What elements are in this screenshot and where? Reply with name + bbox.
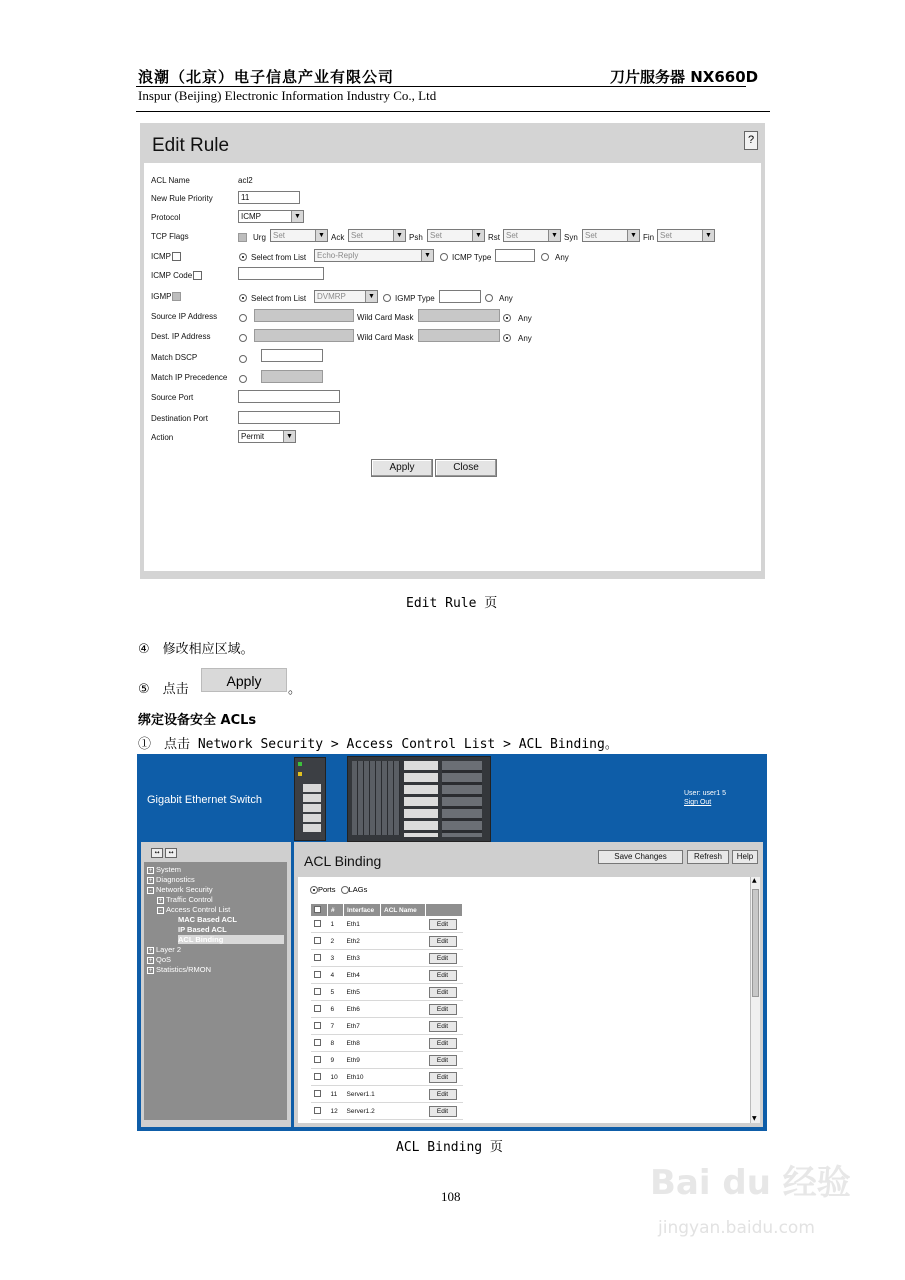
row-action xyxy=(426,1035,463,1052)
forward-icon[interactable]: ↔ xyxy=(165,848,177,858)
match-dscp-label: Match DSCP xyxy=(151,353,198,362)
dest-ip-radio[interactable] xyxy=(239,334,247,342)
save-changes-button[interactable]: Save Changes xyxy=(598,850,683,864)
row-interface: Eth8 xyxy=(344,1035,381,1052)
row-interface: Eth5 xyxy=(344,984,381,1001)
select-all-checkbox[interactable] xyxy=(314,906,321,913)
row-checkbox[interactable] xyxy=(314,1056,321,1063)
row-action xyxy=(426,950,463,967)
tcp-flags-label: TCP Flags xyxy=(151,232,189,241)
vertical-scrollbar[interactable] xyxy=(750,877,760,1123)
row-action xyxy=(426,916,463,933)
edit-button[interactable]: Edit xyxy=(429,1038,457,1049)
scrollbar-thumb[interactable] xyxy=(752,889,759,997)
flag-ack-select[interactable] xyxy=(348,229,406,242)
row-select xyxy=(311,1018,328,1035)
tree-item-mac-based-acl[interactable]: MAC Based ACL xyxy=(178,915,237,924)
flag-urg-select[interactable] xyxy=(270,229,328,242)
icmp-type-input[interactable] xyxy=(495,249,535,262)
row-action xyxy=(426,1086,463,1103)
tree-item-acl-binding[interactable]: ACL Binding xyxy=(178,935,284,944)
tree-item-ip-based-acl[interactable]: IP Based ACL xyxy=(178,925,227,934)
table-row xyxy=(311,1086,463,1103)
tree-item-qos[interactable] xyxy=(147,955,171,964)
igmp-select-from-list-label: Select from List xyxy=(251,294,307,303)
protocol-label: Protocol xyxy=(151,213,181,222)
tree-item-label: System xyxy=(156,865,182,874)
tcp-flags-checkbox[interactable] xyxy=(238,233,247,242)
row-checkbox[interactable] xyxy=(314,1005,321,1012)
source-port-input[interactable] xyxy=(238,390,340,403)
icmp-code-input[interactable] xyxy=(238,267,324,280)
caption-edit-rule: Edit Rule 页 xyxy=(406,596,498,611)
dest-wild-card-mask-input[interactable] xyxy=(418,329,500,342)
interface-type-selector xyxy=(310,885,367,894)
chevron-down-icon: ▼ xyxy=(393,230,405,241)
action-select[interactable] xyxy=(238,430,296,443)
header-company-cn: 浪潮（北京）电子信息产业有限公司 xyxy=(138,68,395,86)
source-ip-input[interactable] xyxy=(254,309,354,322)
scroll-down-icon[interactable]: ▼ xyxy=(752,1115,757,1122)
table-row xyxy=(311,916,463,933)
user-info xyxy=(684,789,726,807)
row-interface: Eth2 xyxy=(344,933,381,950)
row-acl-name xyxy=(381,1052,426,1069)
help-button[interactable]: Help xyxy=(732,850,758,864)
icmp-code-checkbox[interactable] xyxy=(193,271,202,280)
acl-binding-table xyxy=(311,904,463,1120)
user-label: User: user1 5 xyxy=(684,790,727,797)
edit-rule-title: Edit Rule xyxy=(152,135,230,156)
sidebar xyxy=(141,842,291,1127)
expand-icon: + xyxy=(148,957,153,964)
row-num: 7 xyxy=(328,1018,344,1035)
tree-item-label: Network Security xyxy=(156,885,213,894)
flag-syn-value: Set xyxy=(585,231,598,240)
table-row xyxy=(311,1018,463,1035)
dest-ip-label: Dest. IP Address xyxy=(151,332,211,341)
row-select xyxy=(311,1086,328,1103)
edit-button[interactable]: Edit xyxy=(429,987,457,998)
tree-item-network-security[interactable] xyxy=(147,885,213,894)
row-action xyxy=(426,1001,463,1018)
row-action xyxy=(426,1069,463,1086)
chevron-down-icon: ▼ xyxy=(291,211,303,222)
igmp-type-radio[interactable] xyxy=(383,294,391,302)
close-button[interactable]: Close xyxy=(435,459,497,477)
source-ip-any-label: Any xyxy=(518,314,532,323)
flag-syn-select[interactable] xyxy=(582,229,640,242)
row-checkbox[interactable] xyxy=(314,988,321,995)
icmp-label: ICMP xyxy=(151,252,171,261)
table-row xyxy=(311,1069,463,1086)
row-action xyxy=(426,984,463,1001)
flag-rst-value: Set xyxy=(506,231,519,240)
row-interface: Eth1 xyxy=(344,916,381,933)
col-edit xyxy=(426,904,463,916)
protocol-value: ICMP xyxy=(241,212,261,221)
row-select xyxy=(311,1069,328,1086)
igmp-select-from-list-radio[interactable] xyxy=(239,294,247,302)
lags-label: LAGs xyxy=(348,885,368,894)
source-ip-radio[interactable] xyxy=(239,314,247,322)
acl-name-value: acl2 xyxy=(238,176,253,185)
header-divider xyxy=(136,86,746,87)
source-wild-card-mask-input[interactable] xyxy=(418,309,500,322)
igmp-any-label: Any xyxy=(499,294,513,303)
edit-button[interactable]: Edit xyxy=(429,1089,457,1100)
match-ip-precedence-label: Match IP Precedence xyxy=(151,373,228,382)
igmp-label: IGMP xyxy=(151,292,172,301)
row-checkbox[interactable] xyxy=(314,971,321,978)
flag-fin-select[interactable] xyxy=(657,229,715,242)
table-header xyxy=(311,904,463,916)
chevron-down-icon: ▼ xyxy=(365,291,377,302)
expand-icon: + xyxy=(148,967,153,974)
edit-button[interactable]: Edit xyxy=(429,970,457,981)
igmp-type-label: IGMP Type xyxy=(395,294,435,303)
icmp-select-from-list-radio[interactable] xyxy=(239,253,247,261)
edit-button[interactable]: Edit xyxy=(429,919,457,930)
tree-item-diagnostics[interactable] xyxy=(147,875,195,884)
edit-rule-screenshot xyxy=(140,123,765,579)
tree-item-layer-2[interactable] xyxy=(147,945,181,954)
row-num: 2 xyxy=(328,933,344,950)
row-num: 1 xyxy=(328,916,344,933)
row-interface: Server1.1 xyxy=(344,1086,381,1103)
row-select xyxy=(311,916,328,933)
edit-button[interactable]: Edit xyxy=(429,1021,457,1032)
flag-syn-label: Syn xyxy=(564,233,578,242)
edit-button[interactable]: Edit xyxy=(429,1055,457,1066)
page-number: 108 xyxy=(441,1189,461,1204)
row-acl-name xyxy=(381,967,426,984)
edit-button[interactable]: Edit xyxy=(429,1004,457,1015)
chevron-down-icon: ▼ xyxy=(315,230,327,241)
edit-button[interactable]: Edit xyxy=(429,936,457,947)
new-rule-priority-label: New Rule Priority xyxy=(151,194,213,203)
tree-item-label: Statistics/RMON xyxy=(156,965,212,974)
back-icon[interactable]: ↔ xyxy=(151,848,163,858)
row-action xyxy=(426,1052,463,1069)
flag-urg-value: Set xyxy=(273,231,286,240)
icmp-checkbox[interactable] xyxy=(172,252,181,261)
baidu-watermark-url: jingyan.baidu.com xyxy=(658,1218,815,1238)
icmp-any-radio[interactable] xyxy=(541,253,549,261)
row-action xyxy=(426,967,463,984)
tree-item-label: Access Control List xyxy=(166,905,231,914)
baidu-watermark: Bai du 经验 xyxy=(650,1163,851,1203)
expand-icon: + xyxy=(158,897,163,904)
source-ip-any-radio[interactable] xyxy=(503,314,511,322)
match-ip-precedence-radio[interactable] xyxy=(239,375,247,383)
step-5-prefix: ⑤ 点击 xyxy=(138,682,189,697)
row-acl-name xyxy=(381,1035,426,1052)
row-select xyxy=(311,933,328,950)
row-num: 9 xyxy=(328,1052,344,1069)
edit-rule-form xyxy=(144,163,761,571)
collapse-icon: - xyxy=(157,907,164,914)
source-port-label: Source Port xyxy=(151,393,194,402)
step-4: ④ 修改相应区域。 xyxy=(138,642,254,657)
icmp-any-label: Any xyxy=(555,253,569,262)
table-row xyxy=(311,1001,463,1018)
row-action xyxy=(426,1103,463,1120)
flag-fin-label: Fin xyxy=(643,233,655,242)
dest-wild-card-mask-label: Wild Card Mask xyxy=(357,333,414,342)
sign-out-link[interactable]: Sign Out xyxy=(684,799,712,806)
icmp-select-from-list-label: Select from List xyxy=(251,253,307,262)
apply-button-image: Apply xyxy=(201,668,287,692)
row-select xyxy=(311,1103,328,1120)
acl-binding-screenshot xyxy=(137,754,767,1131)
destination-port-input[interactable] xyxy=(238,411,340,424)
row-interface: Eth10 xyxy=(344,1069,381,1086)
flag-psh-label: Psh xyxy=(409,233,423,242)
collapse-icon: - xyxy=(147,887,154,894)
edit-button[interactable]: Edit xyxy=(429,953,457,964)
row-interface: Eth6 xyxy=(344,1001,381,1018)
header-product: 刀片服务器 NX660D xyxy=(610,68,759,86)
row-checkbox[interactable] xyxy=(314,1022,321,1029)
row-acl-name xyxy=(381,1001,426,1018)
lags-radio[interactable] xyxy=(341,886,349,894)
flag-urg-label: Urg xyxy=(253,233,266,242)
table-row xyxy=(311,984,463,1001)
chevron-down-icon: ▼ xyxy=(472,230,484,241)
header-company-en: Inspur (Beijing) Electronic Information Industry Co., Ltd xyxy=(138,88,437,103)
action-label: Action xyxy=(151,433,174,442)
row-interface: Eth9 xyxy=(344,1052,381,1069)
expand-icon: + xyxy=(148,947,153,954)
col-interface: Interface xyxy=(344,904,381,916)
edit-button[interactable]: Edit xyxy=(429,1106,457,1117)
tree-item-access-control-list[interactable] xyxy=(157,905,230,914)
protocol-select[interactable] xyxy=(238,210,304,223)
row-interface: Eth3 xyxy=(344,950,381,967)
flag-ack-label: Ack xyxy=(331,233,345,242)
tree-item-label: QoS xyxy=(156,955,172,964)
switch-module-image xyxy=(294,757,326,841)
nav-tree xyxy=(144,862,287,1120)
row-acl-name xyxy=(381,1086,426,1103)
step-1: ① 点击 Network Security > Access Control List > ACL Binding。 xyxy=(138,737,618,752)
col-num: # xyxy=(328,904,344,916)
content-area xyxy=(298,877,750,1123)
flag-fin-value: Set xyxy=(660,231,673,240)
row-num: 5 xyxy=(328,984,344,1001)
icmp-code-label: ICMP Code xyxy=(151,271,193,280)
expand-icon: + xyxy=(148,867,153,874)
flag-psh-value: Set xyxy=(430,231,443,240)
igmp-list-select[interactable] xyxy=(314,290,378,303)
edit-button[interactable]: Edit xyxy=(429,1072,457,1083)
tree-item-traffic-control[interactable] xyxy=(157,895,213,904)
row-action xyxy=(426,933,463,950)
row-select xyxy=(311,984,328,1001)
table-row xyxy=(311,1035,463,1052)
col-acl-name: ACL Name xyxy=(381,904,426,916)
match-dscp-radio[interactable] xyxy=(239,355,247,363)
action-value: Permit xyxy=(241,432,265,441)
chevron-down-icon: ▼ xyxy=(283,431,295,442)
dest-ip-any-label: Any xyxy=(518,334,532,343)
brand-title: Gigabit Ethernet Switch xyxy=(147,794,262,806)
row-checkbox[interactable] xyxy=(314,954,321,961)
row-acl-name xyxy=(381,1069,426,1086)
icmp-type-radio[interactable] xyxy=(440,253,448,261)
flag-psh-select[interactable] xyxy=(427,229,485,242)
row-checkbox[interactable] xyxy=(314,1090,321,1097)
step-5-suffix: 。 xyxy=(288,682,302,697)
section-title: 绑定设备安全 ACLs xyxy=(138,713,257,728)
icmp-list-select[interactable] xyxy=(314,249,434,262)
row-num: 6 xyxy=(328,1001,344,1018)
table-row xyxy=(311,1052,463,1069)
table-row xyxy=(311,967,463,984)
dest-ip-any-radio[interactable] xyxy=(503,334,511,342)
page-title: ACL Binding xyxy=(304,853,382,869)
tree-item-system[interactable] xyxy=(147,865,181,874)
header-divider-bottom xyxy=(136,111,770,112)
row-action xyxy=(426,1018,463,1035)
refresh-button[interactable]: Refresh xyxy=(687,850,729,864)
table-row xyxy=(311,950,463,967)
tree-item-label: Traffic Control xyxy=(166,895,213,904)
chevron-down-icon: ▼ xyxy=(702,230,714,241)
destination-port-label: Destination Port xyxy=(151,414,208,423)
select-all-header xyxy=(311,904,328,916)
row-select xyxy=(311,1052,328,1069)
row-num: 12 xyxy=(328,1103,344,1120)
icmp-type-label: ICMP Type xyxy=(452,253,492,262)
icmp-list-value: Echo-Reply xyxy=(317,251,359,260)
row-checkbox[interactable] xyxy=(314,920,321,927)
row-num: 4 xyxy=(328,967,344,984)
source-wild-card-mask-label: Wild Card Mask xyxy=(357,313,414,322)
source-ip-label: Source IP Address xyxy=(151,312,218,321)
row-num: 11 xyxy=(328,1086,344,1103)
flag-ack-value: Set xyxy=(351,231,364,240)
row-checkbox[interactable] xyxy=(314,1039,321,1046)
row-select xyxy=(311,1035,328,1052)
blade-chassis-image xyxy=(347,756,491,842)
row-acl-name xyxy=(381,950,426,967)
row-select xyxy=(311,1001,328,1018)
row-num: 3 xyxy=(328,950,344,967)
row-acl-name xyxy=(381,1018,426,1035)
tree-item-label: Layer 2 xyxy=(156,945,182,954)
scroll-up-icon[interactable]: ▲ xyxy=(752,877,757,884)
row-acl-name xyxy=(381,933,426,950)
igmp-any-radio[interactable] xyxy=(485,294,493,302)
row-interface: Server1.2 xyxy=(344,1103,381,1120)
row-select xyxy=(311,950,328,967)
table-row xyxy=(311,933,463,950)
match-dscp-input[interactable] xyxy=(261,349,323,362)
help-button[interactable]: ? xyxy=(744,131,758,150)
new-rule-priority-input[interactable]: 11 xyxy=(238,191,300,204)
apply-button[interactable]: Apply xyxy=(371,459,433,477)
igmp-type-input[interactable] xyxy=(439,290,481,303)
caption-acl-binding: ACL Binding 页 xyxy=(396,1140,503,1155)
row-select xyxy=(311,967,328,984)
row-interface: Eth4 xyxy=(344,967,381,984)
igmp-list-value: DVMRP xyxy=(317,292,346,301)
chevron-down-icon: ▼ xyxy=(548,230,560,241)
row-checkbox[interactable] xyxy=(314,937,321,944)
row-num: 10 xyxy=(328,1069,344,1086)
chevron-down-icon: ▼ xyxy=(627,230,639,241)
row-acl-name xyxy=(381,1103,426,1120)
igmp-checkbox[interactable] xyxy=(172,292,181,301)
row-checkbox[interactable] xyxy=(314,1107,321,1114)
dest-ip-input[interactable] xyxy=(254,329,354,342)
main-panel xyxy=(294,842,763,1127)
ports-radio[interactable] xyxy=(310,886,318,894)
match-ip-precedence-input[interactable] xyxy=(261,370,323,383)
expand-icon: + xyxy=(148,877,153,884)
acl-name-label: ACL Name xyxy=(151,176,190,185)
row-interface: Eth7 xyxy=(344,1018,381,1035)
flag-rst-label: Rst xyxy=(488,233,500,242)
ports-label: Ports xyxy=(318,885,336,894)
chevron-down-icon: ▼ xyxy=(421,250,433,261)
row-checkbox[interactable] xyxy=(314,1073,321,1080)
row-num: 8 xyxy=(328,1035,344,1052)
tree-item-label: Diagnostics xyxy=(156,875,195,884)
flag-rst-select[interactable] xyxy=(503,229,561,242)
row-acl-name xyxy=(381,916,426,933)
row-acl-name xyxy=(381,984,426,1001)
table-row xyxy=(311,1103,463,1120)
tree-item-statistics-rmon[interactable] xyxy=(147,965,211,974)
